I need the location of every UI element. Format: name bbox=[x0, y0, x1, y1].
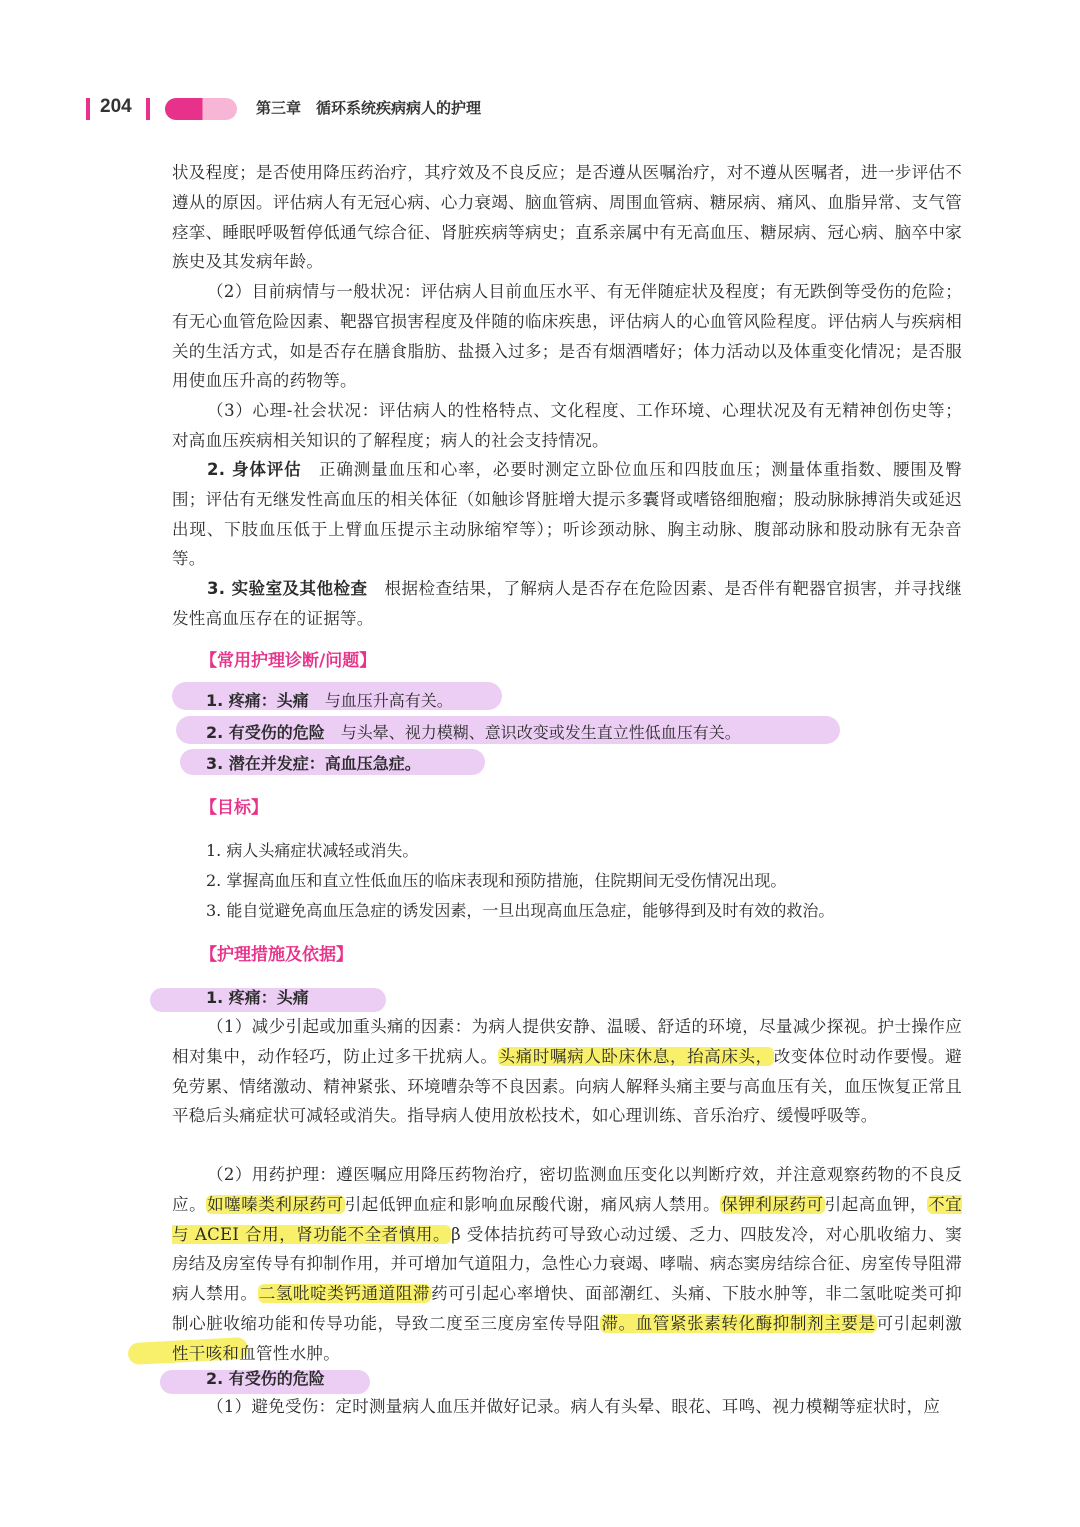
paragraph-reduce-headache bbox=[172, 1012, 962, 1131]
text-segment: （1）减少引起或加重头痛的因素：为病人提供安静、温暖、舒适的环境，尽量减少探视。护士操作应相对集中，动作轻巧，防止过多干扰病人。 bbox=[172, 1017, 962, 1066]
page-header bbox=[0, 94, 1080, 124]
highlight-text: 头痛时嘱病人卧床休息，抬高床头， bbox=[498, 1046, 773, 1066]
paragraph-medication bbox=[172, 1160, 962, 1369]
measure-subtitle-injury bbox=[206, 1366, 325, 1389]
diagnosis-item-text: 与血压升高有关。 bbox=[308, 691, 453, 710]
section-title-goals: 【目标】 bbox=[200, 798, 268, 818]
header-bar-left bbox=[86, 98, 90, 120]
diagnosis-item-label: 2. 有受伤的危险 bbox=[206, 723, 325, 742]
lab-tests-text: 根据检查结果，了解病人是否存在危险因素、是否伴有靶器官损害，并寻找继发性高血压存在的证据等。 bbox=[172, 579, 963, 628]
page-number: 204 bbox=[100, 96, 132, 117]
diagnosis-item-3 bbox=[206, 751, 421, 774]
header-pill-decoration bbox=[165, 98, 237, 120]
physical-exam-label: 2. 身体评估 bbox=[207, 460, 302, 479]
goal-item-1: 1. 病人头痛症状减轻或消失。 bbox=[206, 841, 419, 860]
goal-item-3: 3. 能自觉避免高血压急症的诱发因素，一旦出现高血压急症，能够得到及时有效的救治。 bbox=[206, 901, 835, 920]
highlight-text: 如噻嗪类利尿药可 bbox=[207, 1194, 344, 1214]
text-segment: 可引起刺激性干咳和血管性水肿。 bbox=[172, 1313, 962, 1363]
paragraph-lab-tests bbox=[172, 574, 962, 634]
diagnosis-item-label: 3. 潜在并发症：高血压急症。 bbox=[206, 754, 421, 773]
text-segment: 引起低钾血症和影响血尿酸代谢，痛风病人禁用。 bbox=[344, 1194, 721, 1214]
paragraph-history: 状及程度；是否使用降压药治疗，其疗效及不良反应；是否遵从医嘱治疗，对不遵从医嘱者，进一步评估不遵从的原因。评估病人有无冠心病、心力衰竭、脑血管病、周围血管病、糖尿病、痛风、血脂异常、支气管痉挛、睡眠呼吸暂停低通气综合征、肾脏疾病等病史；直系亲属中有无高血压、糖尿病、冠心病、脑卒中家族史及其发病年龄。 bbox=[172, 163, 962, 272]
diagnosis-item-label: 1. 疼痛：头痛 bbox=[206, 691, 309, 710]
diagnosis-item-2 bbox=[206, 720, 741, 743]
text-segment: β 受体拮抗药可导致心动过缓、乏力、四肢发冷，对心肌收缩力、窦房结及房室传导有抑制作用，并可增加气道阻力，急性心力衰竭、哮喘、病态窦房结综合征、房室传导阻滞病人禁用。 bbox=[172, 1224, 962, 1304]
paragraph-current-condition: （2）目前病情与一般状况：评估病人目前血压水平、有无伴随症状及程度；有无跌倒等受伤的危险；有无心血管危险因素、靶器官损害程度及伴随的临床疾患，评估病人的心血管风险程度。评估病人与疾病相关的生活方式，如是否存在膳食脂肪、盐摄入过多；是否有烟酒嗜好；体力活动以及体重变化情况；是否服用使血压升高的药物等。 bbox=[172, 282, 962, 391]
lab-tests-label: 3. 实验室及其他检查 bbox=[207, 579, 368, 598]
text-segment: 引起高血钾， bbox=[824, 1194, 928, 1214]
chapter-title: 第三章 循环系统疾病病人的护理 bbox=[256, 99, 482, 117]
measure-subtitle-label: 2. 有受伤的危险 bbox=[206, 1369, 325, 1388]
text-segment: （2）用药护理：遵医嘱应用降压药物治疗，密切监测血压变化以判断疗效，并注意观察药物的不良反应。 bbox=[172, 1165, 962, 1214]
highlight-text: 不宜与 ACEI 合用，肾功能不全者慎用。 bbox=[172, 1194, 962, 1244]
highlight-text: 保钾利尿药可 bbox=[721, 1194, 824, 1214]
diagnosis-item-1 bbox=[206, 688, 453, 711]
goal-item-2: 2. 掌握高血压和直立性低血压的临床表现和预防措施，住院期间无受伤情况出现。 bbox=[206, 871, 787, 890]
diagnosis-item-text: 与头晕、视力模糊、意识改变或发生直立性低血压有关。 bbox=[324, 723, 741, 742]
highlight-text: 滞。血管紧张素转化酶抑制剂主要是 bbox=[601, 1313, 876, 1333]
paragraph-avoid-injury: （1）避免受伤：定时测量病人血压并做好记录。病人有头晕、眼花、耳鸣、视力模糊等症状时，应 bbox=[207, 1397, 941, 1416]
text-segment: 改变体位时动作要慢。避免劳累、情绪激动、精神紧张、环境嘈杂等不良因素。向病人解释头痛主要与高血压有关，血压恢复正常且平稳后头痛症状可减轻或消失。指导病人使用放松技术，如心理训练、音乐治疗、缓慢呼吸等。 bbox=[172, 1046, 962, 1126]
highlight-text: 二氢吡啶类钙通道阻滞 bbox=[258, 1284, 431, 1304]
paragraph-physical-exam bbox=[172, 455, 962, 574]
section-title-diagnosis: 【常用护理诊断/问题】 bbox=[200, 651, 377, 671]
header-bar-right bbox=[146, 98, 150, 120]
physical-exam-text: 正确测量血压和心率，必要时测定立卧位血压和四肢血压；测量体重指数、腰围及臀围；评估有无继发性高血压的相关体征（如触诊肾脏增大提示多囊肾或嗜铬细胞瘤；股动脉脉搏消失或延迟出现、下肢血压低于上臂血压提示主动脉缩窄等）；听诊颈动脉、胸主动脉、腹部动脉和股动脉有无杂音等。 bbox=[172, 460, 963, 569]
section-title-measures: 【护理措施及依据】 bbox=[200, 945, 353, 965]
paragraph-psychosocial: （3）心理-社会状况：评估病人的性格特点、文化程度、工作环境、心理状况及有无精神创伤史等；对高血压疾病相关知识的了解程度；病人的社会支持情况。 bbox=[172, 401, 962, 450]
measure-subtitle-label: 1. 疼痛：头痛 bbox=[206, 988, 309, 1007]
measure-subtitle-pain bbox=[206, 985, 309, 1008]
text-segment: 药可引起心率增快、面部潮红、头痛、下肢水肿等，非二氢吡啶类可抑制心脏收缩功能和传导功能，导致二度至三度房室传导阻 bbox=[172, 1284, 962, 1333]
